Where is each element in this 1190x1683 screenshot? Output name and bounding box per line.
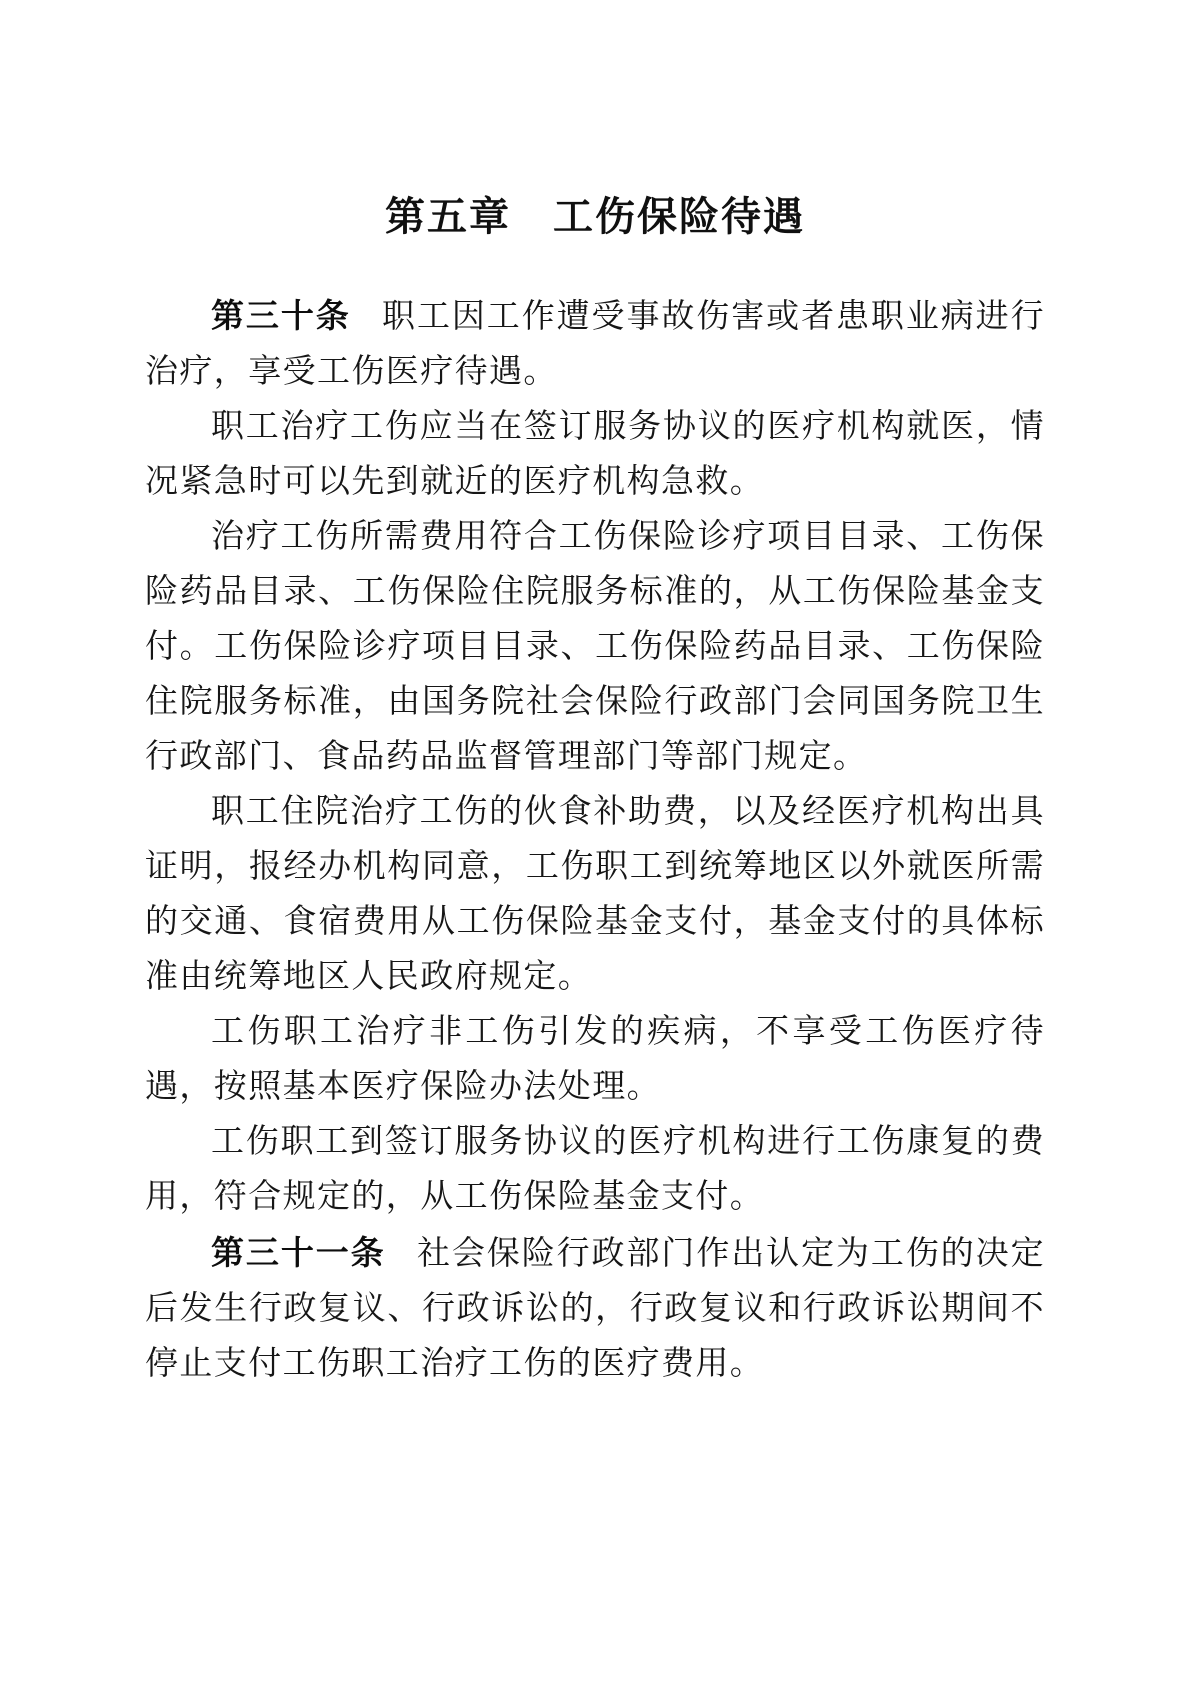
paragraph-text: 职工治疗工伤应当在签订服务协议的医疗机构就医，情况紧急时可以先到就近的医疗机构急救。: [145, 409, 1045, 500]
paragraph: [145, 288, 1045, 400]
paragraph: [145, 1005, 1045, 1115]
paragraph-text: 职工因工作遭受事故伤害或者患职业病进行治疗，享受工伤医疗待遇。: [145, 299, 1045, 390]
paragraph: [145, 1115, 1045, 1225]
paragraph-text: 职工住院治疗工伤的伙食补助费，以及经医疗机构出具证明，报经办机构同意，工伤职工到统筹地区以外就医所需的交通、食宿费用从工伤保险基金支付，基金支付的具体标准由统筹地区人民政府规定。: [145, 794, 1045, 995]
article-paragraphs: [145, 288, 1045, 1392]
paragraph: [145, 510, 1045, 785]
paragraph-text: 工伤职工治疗非工伤引发的疾病，不享受工伤医疗待遇，按照基本医疗保险办法处理。: [145, 1014, 1045, 1105]
chapter-title: 第五章 工伤保险待遇: [385, 195, 805, 239]
text-column: [145, 0, 1045, 1392]
article-number: 第三十一条: [211, 1234, 386, 1271]
paragraph: [145, 785, 1045, 1005]
paragraph-text: 治疗工伤所需费用符合工伤保险诊疗项目目录、工伤保险药品目录、工伤保险住院服务标准的，从工伤保险基金支付。工伤保险诊疗项目目录、工伤保险药品目录、工伤保险住院服务标准，由国务院社会保险行政部门会同国务院卫生行政部门、食品药品监督管理部门等部门规定。: [145, 519, 1045, 775]
article-number: 第三十条: [211, 297, 351, 334]
paragraph: [145, 400, 1045, 510]
paragraph: [145, 1225, 1045, 1392]
paragraph-text: 工伤职工到签订服务协议的医疗机构进行工伤康复的费用，符合规定的，从工伤保险基金支付。: [145, 1124, 1045, 1215]
paragraph-text: 社会保险行政部门作出认定为工伤的决定后发生行政复议、行政诉讼的，行政复议和行政诉讼期间不停止支付工伤职工治疗工伤的医疗费用。: [145, 1236, 1046, 1382]
